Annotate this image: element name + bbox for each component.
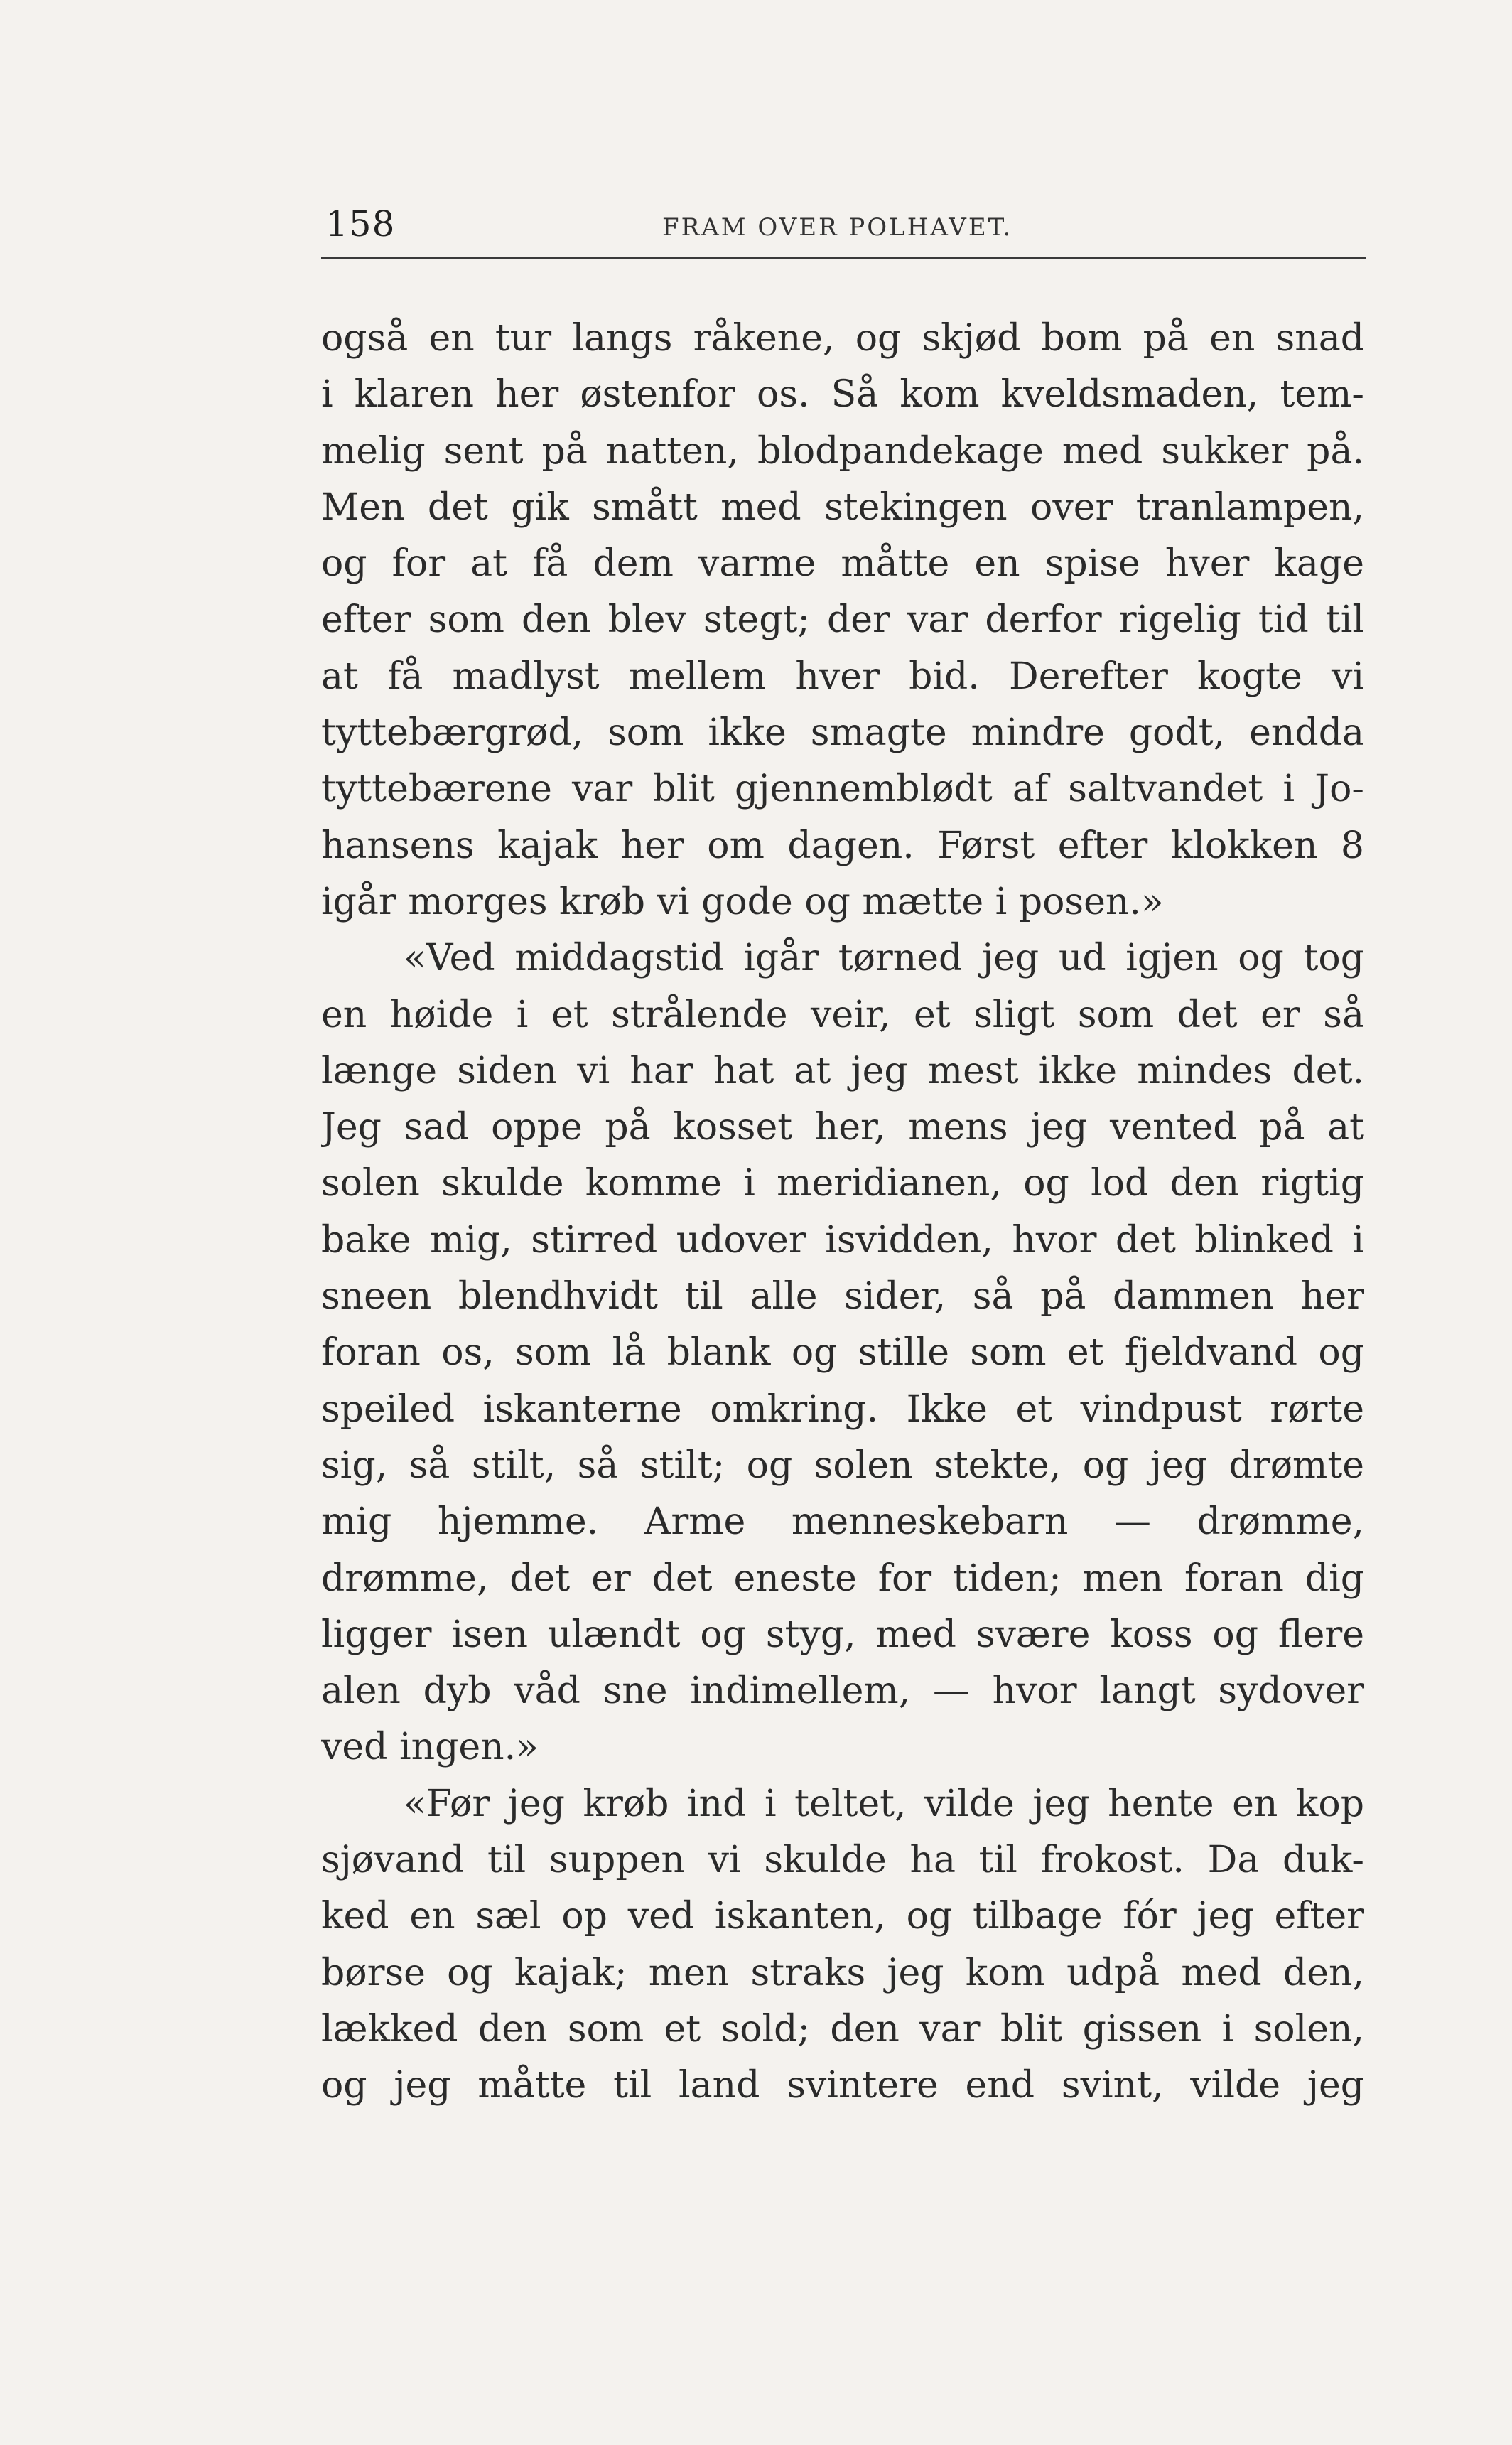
text-line: foran os, som lå blank og stille som et fjeldvand og xyxy=(321,1331,1364,1375)
text-line: Jeg sad oppe på kosset her, mens jeg vented på at xyxy=(321,1106,1364,1149)
page-header xyxy=(321,200,1366,259)
text-line: ligger isen ulændt og styg, med svære koss og flere xyxy=(321,1613,1364,1656)
text-line: «Ved middagstid igår tørned jeg ud igjen og tog xyxy=(404,937,1364,980)
text-line: drømme, det er det eneste for tiden; men foran dig xyxy=(321,1557,1364,1600)
text-line: igår morges krøb vi gode og mætte i posen.» xyxy=(321,880,1164,923)
text-line: solen skulde komme i meridianen, og lod den rigtig xyxy=(321,1162,1364,1205)
text-line: og jeg måtte til land svintere end svint, vilde jeg xyxy=(321,2064,1364,2107)
text-line: ked en sæl op ved iskanten, og tilbage fór jeg efter xyxy=(321,1895,1364,1938)
text-line: sjøvand til suppen vi skulde ha til frokost. Da duk- xyxy=(321,1839,1364,1882)
text-line: speiled iskanterne omkring. Ikke et vindpust rørte xyxy=(321,1387,1364,1431)
text-line: sig, så stilt, så stilt; og solen stekte, og jeg drømte xyxy=(321,1444,1364,1487)
text-line: sneen blendhvidt til alle sider, så på dammen her xyxy=(321,1275,1364,1318)
text-line: også en tur langs råkene, og skjød bom på en snad xyxy=(321,317,1364,360)
running-title: FRAM OVER POLHAVET. xyxy=(662,213,1013,242)
text-line: efter som den blev stegt; der var derfor rigelig tid til xyxy=(321,598,1364,642)
text-line: tyttebærgrød, som ikke smagte mindre godt, endda xyxy=(321,711,1364,755)
text-line: en høide i et strålende veir, et sligt som det er så xyxy=(321,993,1364,1036)
page-number: 158 xyxy=(325,203,396,244)
text-line: alen dyb våd sne indimellem, — hvor langt sydover xyxy=(321,1670,1364,1713)
text-line: bake mig, stirred udover isvidden, hvor det blinked i xyxy=(321,1218,1364,1262)
text-line: børse og kajak; men straks jeg kom udpå med den, xyxy=(321,1951,1364,1994)
text-line: længe siden vi har hat at jeg mest ikke mindes det. xyxy=(321,1049,1364,1092)
text-line: hansens kajak her om dagen. Først efter klokken 8 xyxy=(321,824,1364,867)
text-line: «Før jeg krøb ind i teltet, vilde jeg hente en kop xyxy=(404,1782,1364,1825)
text-line: mig hjemme. Arme menneskebarn — drømme, xyxy=(321,1500,1364,1544)
body-text xyxy=(321,311,1364,2114)
text-line: ved ingen.» xyxy=(321,1726,539,1769)
text-line: melig sent på natten, blodpandekage med sukker på. xyxy=(321,429,1364,473)
text-line: tyttebærene var blit gjennemblødt af saltvandet i Jo- xyxy=(321,768,1364,811)
text-line: i klaren her østenfor os. Så kom kveldsmaden, tem- xyxy=(321,373,1364,417)
text-line: at få madlyst mellem hver bid. Derefter kogte vi xyxy=(321,655,1364,698)
text-line: lækked den som et sold; den var blit gissen i solen, xyxy=(321,2007,1364,2051)
text-line: og for at få dem varme måtte en spise hver kage xyxy=(321,542,1364,586)
text-line: Men det gik smått med stekingen over tranlampen, xyxy=(321,485,1364,529)
